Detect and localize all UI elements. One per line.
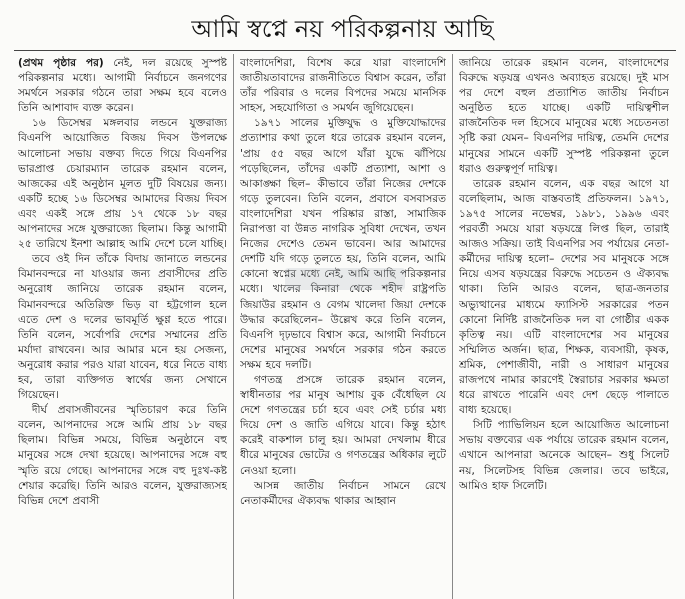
- paragraph: দীর্ঘ প্রবাসজীবনের স্মৃতিচারণ করে তিনি বলেন, আপনাদের সঙ্গে আমি প্রায় ১৮ বছর ছিলাম। বিভিন্ন সময়ে, বিভিন্ন অনুষ্ঠানে বহু মানুষের সঙ্গে দেখা হয়েছে। আপনাদের সঙ্গে বহু স্মৃতি রয়ে গেছে। আপনাদের সঙ্গে বহু দুঃখ-কষ্ট শেয়ার করেছি। তিনি আরও বলেন, যুক্তরাজ্যসহ বিভিন্ন দেশে প্রবাসী: [18, 404, 227, 507]
- column-divider: [233, 54, 234, 599]
- paragraph: (প্রথম পৃষ্ঠার পর) নেই, দল রয়েছে সুস্পষ্ট পরিকল্পনার মধ্যে। আগামী নির্বাচনে জনগণের সমর্থনে সরকার গঠনে তারা সক্ষম হবে বলেও তিনি আশাবাদ ব্যক্ত করেন।: [18, 57, 227, 115]
- paragraph: গণতন্ত্র প্রসঙ্গে তারেক রহমান বলেন, স্বাধীনতার পর মানুষ আশায় বুক বেঁধেছিল যে দেশে গণতন্ত্রের চর্চা হবে এবং সেই চর্চার মধ্য দিয়ে দেশ ও জাতি এগিয়ে যাবে। কিন্তু হঠাৎ করেই বাকশাল চালু হয়। আমরা দেখলাম ধীরে ধীরে মানুষের ভোটের ও গণতন্ত্রের অধিকার লুটে নেওয়া হলো।: [240, 373, 446, 477]
- paragraph: জানিয়ে তারেক রহমান বলেন, বাংলাদেশের বিরুদ্ধে ষড়যন্ত্র এখনও অব্যাহত রয়েছে। দুই মাস পর দেশে বহুল প্রত্যাশিত জাতীয় নির্বাচন অনুষ্ঠিত হতে যাচ্ছে। একটি দায়িত্বশীল রাজনৈতিক দল হিসেবে মানুষের মধ্যে সচেতনতা সৃষ্টি করা যেমন– বিএনপির দায়িত্ব, তেমনি দেশের মানুষের সামনে একটি সুস্পষ্ট পরিকল্পনা তুলে ধরাও গুরুত্বপূর্ণ দায়িত্ব।: [459, 57, 669, 175]
- top-edge-right: [658, 0, 661, 3]
- headline-rule: [14, 50, 676, 51]
- article-column-1: [18, 56, 227, 599]
- paragraph: ১৯৭১ সালের মুক্তিযুদ্ধ ও মুক্তিযোদ্ধাদের প্রত্যাশার কথা তুলে ধরে তারেক রহমান বলেন, 'প্রায় ৫৫ বছর আগে যাঁরা যুদ্ধে ঝাঁপিয়ে পড়েছিলেন, তাঁদের একটি প্রত্যাশা, আশা ও আকাঙ্ক্ষা ছিল– কীভাবে তাঁরা নিজের দেশকে গড়ে তুলবেন। তিনি বলেন, প্রবাসে বসবাসরত বাংলাদেশিরা যখন পরিষ্কার রাস্তা, সামাজিক নিরাপত্তা বা উন্নত নাগরিক সুবিধা দেখেন, তখন নিজের দেশেও তেমন ভাবেন। আর আমাদের দেশটি যদি গড়ে তুলতে হয়, তিনি বলেন, আমি কোনো স্বপ্নের মধ্যে নেই, আমি আছি পরিকল্পনার মধ্যে। খালের কিনারা থেকে শহীদ রাষ্ট্রপতি জিয়াউর রহমান ও বেগম খালেদা জিয়া দেশকে উদ্ধার করেছিলেন– উল্লেখ করে তিনি বলেন, বিএনপি দৃঢ়ভাবে বিশ্বাস করে, আগামী নির্বাচনে দেশের মানুষের সমর্থনে সরকার গঠন করতে সক্ষম হবে দলটি।: [240, 117, 446, 371]
- newspaper-watermark: [285, 268, 405, 290]
- article-column-2: [240, 56, 446, 599]
- paragraph: বাংলাদেশিরা, বিশেষ করে যারা বাংলাদেশি জাতীয়তাবাদের রাজনীতিতে বিশ্বাস করেন, তাঁরা তাঁর পরিবার ও দলের বিপদের সময়ে মানসিক সাহস, সহযোগিতা ও সমর্থন জুগিয়েছেন।: [240, 57, 446, 115]
- paragraph: সিটি প্যাভিলিয়ন হলে আয়োজিত আলোচনা সভায় বক্তব্যের এক পর্যায়ে তারেক রহমান বলেন, এখানে আপনারা অনেকে আছেন– শুধু সিলেট নয়, সিলেটসহ বিভিন্ন জেলার। তবে ভাইরে, আমিও হাফ সিলেটি।: [459, 419, 669, 492]
- previous-page-edge: [0, 0, 685, 6]
- top-edge-left: [20, 0, 23, 3]
- continuation-label: (প্রথম পৃষ্ঠার পর): [18, 57, 104, 69]
- paragraph: তবে ওই দিন তাঁকে বিদায় জানাতে লন্ডনের বিমানবন্দরে না যাওয়ার জন্য প্রবাসীদের প্রতি অনুরোধ জানিয়ে তারেক রহমান বলেন, বিমানবন্দরে অতিরিক্ত ভিড় বা হট্টগোল হলে এতে দেশ ও দলের ভাবমূর্তি ক্ষুণ্ণ হতে পারে। তিনি বলেন, সর্বোপরি দেশের সম্মানের প্রতি মর্যাদা রাখবেন। আর আমার মনে হয় সেজন্য, অনুরোধ করার পরও যারা যাবেন, ধরে নিতে বাধ্য হব, তারা ব্যক্তিগত স্বার্থের জন্য সেখানে গিয়েছেন।: [18, 253, 227, 402]
- paragraph: ১৬ ডিসেম্বর মঙ্গলবার লন্ডনে যুক্তরাজ্য বিএনপি আয়োজিত বিজয় দিবস উপলক্ষে আলোচনা সভায় বক্তব্য দিতে গিয়ে বিএনপির ভারপ্রাপ্ত চেয়ারম্যান তারেক রহমান বলেন, আজকের এই অনুষ্ঠান মূলত দুটি বিষয়ের জন্য। একটি হচ্ছে ১৬ ডিসেম্বর আমাদের বিজয় দিবস এবং একই সঙ্গে প্রায় ১৭ থেকে ১৮ বছর আপনাদের সঙ্গে যুক্তরাজ্যে ছিলাম। কিন্তু আগামী ২৫ তারিখে ইনশা আল্লাহ আমি দেশে চলে যাচ্ছি।: [18, 117, 227, 251]
- article-column-3: [459, 56, 669, 599]
- column-divider: [452, 54, 453, 599]
- article-headline: আমি স্বপ্নে নয় পরিকল্পনায় আছি: [191, 15, 494, 43]
- paragraph: তারেক রহমান বলেন, এক বছর আগে যা বলেছিলাম, আজ বাস্তবতাই প্রতিফলন। ১৯৭১, ১৯৭৫ সালের নভেম্বর, ১৯৮১, ১৯৯৬ এবং পরবর্তী সময়ে যারা ষড়যন্ত্রে লিপ্ত ছিল, তারাই আজও সক্রিয়। তাই বিএনপির সব পর্যায়ের নেতা-কর্মীদের দায়িত্ব হলো– দেশের সব মানুষকে সঙ্গে নিয়ে এসব ষড়যন্ত্রের বিরুদ্ধে সচেতন ও ঐক্যবদ্ধ থাকা। তিনি আরও বলেন, ছাত্র-জনতার অভ্যুত্থানের মাধ্যমে ফ্যাসিস্ট সরকারের পতন কোনো নির্দিষ্ট রাজনৈতিক দল বা গোষ্ঠীর একক কৃতিত্ব নয়। এটি বাংলাদেশের সব মানুষের সম্মিলিত অর্জন। ছাত্র, শিক্ষক, ব্যবসায়ী, কৃষক, শ্রমিক, পেশাজীবী, নারী ও সাধারণ মানুষের রাজপথে নামার কারণেই স্বৈরাচার সরকার ক্ষমতা ধরে রাখতে পারেনি এবং দেশ ছেড়ে পালাতে বাধ্য হয়েছে।: [459, 177, 669, 417]
- paragraph: আসন্ন জাতীয় নির্বাচন সামনে রেখে নেতাকর্মীদের ঐক্যবদ্ধ থাকার আহ্বান: [240, 479, 446, 507]
